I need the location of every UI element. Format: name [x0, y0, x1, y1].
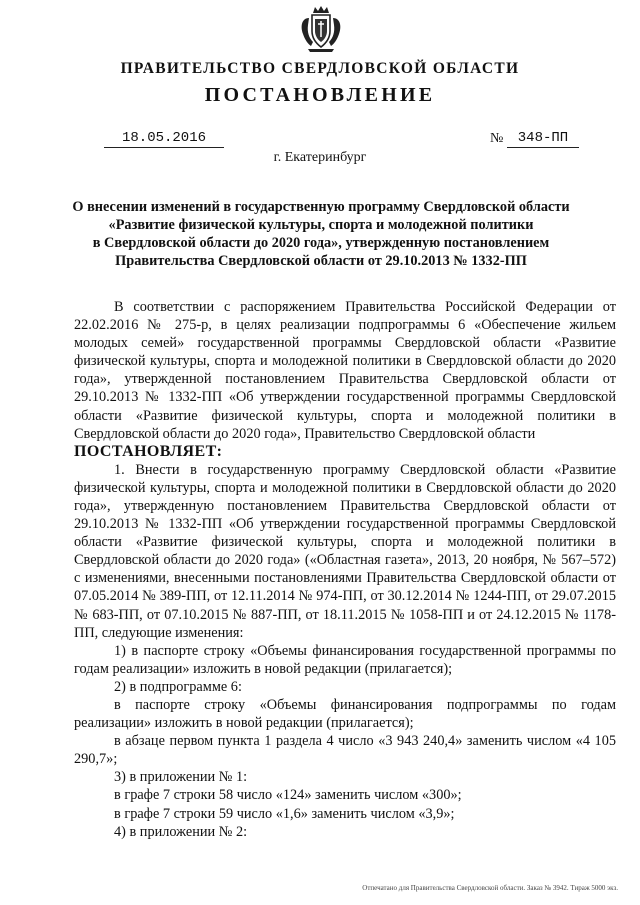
subitem-2a-paragraph: в паспорте строку «Объемы финансирования подпрограммы по годам реализации» изложить в новой редакции (прилагается);: [74, 696, 616, 732]
preamble-paragraph: В соответствии с распоряжением Правительства Российской Федерации от 22.02.2016 № 275-р, в целях реализации подпрограммы 6 «Обеспечение жильем молодых семей» государственной программы Свердловской области «Развитие физической культуры, спорта и молодежной политики в Свердловской области до 2020 года», утвержденной постановлением Правительства Свердловской области от 29.10.2013 № 1332-ПП «Об утверждении государственной программы Свердловской области «Развитие физической культуры, спорта и молодежной политики в Свердловской области до 2020 года», Правительство Свердловской области: [74, 299, 616, 442]
subitem-1-paragraph: 1) в паспорте строку «Объемы финансирования государственной программы по годам реализации» изложить в новой редакции (прилагается);: [74, 642, 616, 677]
decree-heading: ПОСТАНОВЛЯЕТ:: [74, 442, 223, 460]
document-body: [74, 298, 616, 841]
number-sign: №: [490, 131, 504, 146]
document-title: [66, 198, 576, 270]
title-line: Правительства Свердловской области от 29.10.2013 № 1332-ПП: [115, 253, 527, 269]
title-line: в Свердловской области до 2020 года», утвержденную постановлением: [92, 235, 550, 251]
document-date: 18.05.2016: [104, 130, 224, 148]
city-name: г. Екатеринбург: [273, 150, 367, 165]
document-type: ПОСТАНОВЛЕНИЕ: [204, 84, 436, 106]
subitem-3b-paragraph: в графе 7 строки 59 число «1,6» заменить числом «3,9»;: [114, 805, 455, 822]
subitem-3a-paragraph: в графе 7 строки 58 число «124» заменить числом «300»;: [114, 787, 462, 804]
item-1-paragraph: 1. Внести в государственную программу Свердловской области «Развитие физической культуры, спорта и молодежной политики в Свердловской области до 2020 года», утвержденную постановлением Правительства Свердловской области от 29.10.2013 № 1332-ПП «Об утверждении государственной программы Свердловской области «Развитие физической культуры, спорта и молодежной политики в Свердловской области до 2020 года» («Областная газета», 2013, 20 ноября, № 567–572) с изменениями, внесенными постановлениями Правительства Свердловской области от 07.05.2014 № 389-ПП, от 12.11.2014 № 974-ПП, от 30.12.2014 № 1244-ПП, от 29.07.2015 № 683-ПП, от 07.10.2015 № 887-ПП, от 18.11.2015 № 1058-ПП и от 24.12.2015 № 1178-ПП, следующие изменения:: [74, 461, 616, 641]
subitem-3-paragraph: 3) в приложении № 1:: [114, 769, 248, 786]
print-footer: Отпечатано для Правительства Свердловской области. Заказ № 3942. Тираж 5000 экз.: [362, 884, 618, 892]
title-line: «Развитие физической культуры, спорта и молодежной политики: [108, 217, 534, 233]
document-number: 348-ПП: [507, 130, 579, 148]
title-line: О внесении изменений в государственную программу Свердловской области: [72, 199, 570, 215]
subitem-2b-paragraph: в абзаце первом пункта 1 раздела 4 число «3 943 240,4» заменить числом «4 105 290,7»;: [74, 733, 616, 768]
subitem-4-paragraph: 4) в приложении № 2:: [114, 823, 248, 840]
subitem-2-paragraph: 2) в подпрограмме 6:: [114, 678, 242, 695]
government-name: ПРАВИТЕЛЬСТВО СВЕРДЛОВСКОЙ ОБЛАСТИ: [120, 60, 520, 77]
coat-of-arms-icon: [296, 4, 346, 54]
